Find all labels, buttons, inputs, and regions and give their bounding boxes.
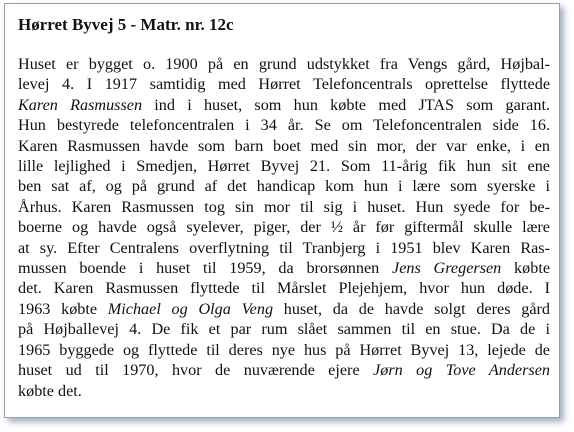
body-text: lille lejlighed i Smedjen, Hørret Byvej 21. Som 11-årig fik hun sit ene: [18, 157, 550, 176]
body-line: [18, 278, 550, 298]
body-text: huset, da de havde solgt deres gård: [273, 299, 550, 318]
body-text: huset ud til 1970, hvor de nuværende ejere: [18, 361, 374, 380]
body-line: [18, 299, 550, 319]
body-text: på Højballevej 4. De fik et par rum slået sammen til en stue. Da de i: [18, 320, 550, 339]
body-line: [18, 381, 550, 401]
body-line: [18, 238, 550, 258]
body-line: [18, 360, 550, 380]
body-line: [18, 176, 550, 196]
body-line: [18, 54, 550, 74]
body-text: 1965 byggede og flyttede til deres nye hus på Hørret Byvej 13, lejede de: [18, 340, 550, 359]
body-line: [18, 217, 550, 237]
body-text: ben sat af, og på grund af det handicap kom hun i lære som syerske i: [18, 177, 550, 196]
person-name: Jens Gregersen: [392, 259, 502, 278]
body-line: [18, 136, 550, 156]
body-text: 1963 købte: [18, 299, 108, 318]
body-text: Huset er bygget o. 1900 på en grund udstykket fra Vengs gård, Højbal-: [18, 55, 550, 73]
body-text: at sy. Efter Centralens overflytning til Tranbjerg i 1951 blev Karen Ras-: [18, 238, 550, 257]
document-heading: Hørret Byvej 5 - Matr. nr. 12c: [18, 15, 234, 34]
body-line: [18, 258, 550, 278]
body-text: det. Karen Rasmussen flyttede til Mårslet Plejehjem, hvor hun døde. I: [18, 279, 550, 298]
body-text: Århus. Karen Rasmussen tog sin mor til sig i huset. Hun syede for be-: [18, 197, 550, 216]
body-line: [18, 74, 550, 94]
person-name: Jørn og Tove Andersen: [373, 361, 550, 380]
document-body: [18, 54, 550, 401]
person-name: Michael og Olga Veng: [107, 299, 274, 318]
body-text: levej 4. I 1917 samtidig med Hørret Telefoncentrals oprettelse flyttede: [18, 75, 550, 94]
document-frame: [4, 3, 560, 418]
body-text: købte: [501, 259, 550, 278]
body-line: [18, 115, 550, 135]
body-line: [18, 319, 550, 339]
body-text: ind i huset, som hun købte med JTAS som garant.: [142, 95, 551, 114]
body-text: købte det.: [18, 381, 82, 400]
body-text: mussen boende i huset til 1959, da brorsønnen: [18, 259, 393, 278]
body-line: [18, 197, 550, 217]
body-text: Hun bestyrede telefoncentralen i 34 år. Se om Telefoncentralen side 16.: [18, 116, 550, 135]
person-name: Karen Rasmussen: [18, 95, 143, 114]
body-line: [18, 340, 550, 360]
body-line: [18, 156, 550, 176]
document-content: [18, 14, 550, 401]
body-text: Karen Rasmussen havde som barn boet med sin mor, der var enke, i en: [18, 136, 550, 155]
body-line: [18, 95, 550, 115]
body-text: boerne og havde også syelever, piger, der ½ år før giftermål skulle lære: [18, 218, 550, 237]
